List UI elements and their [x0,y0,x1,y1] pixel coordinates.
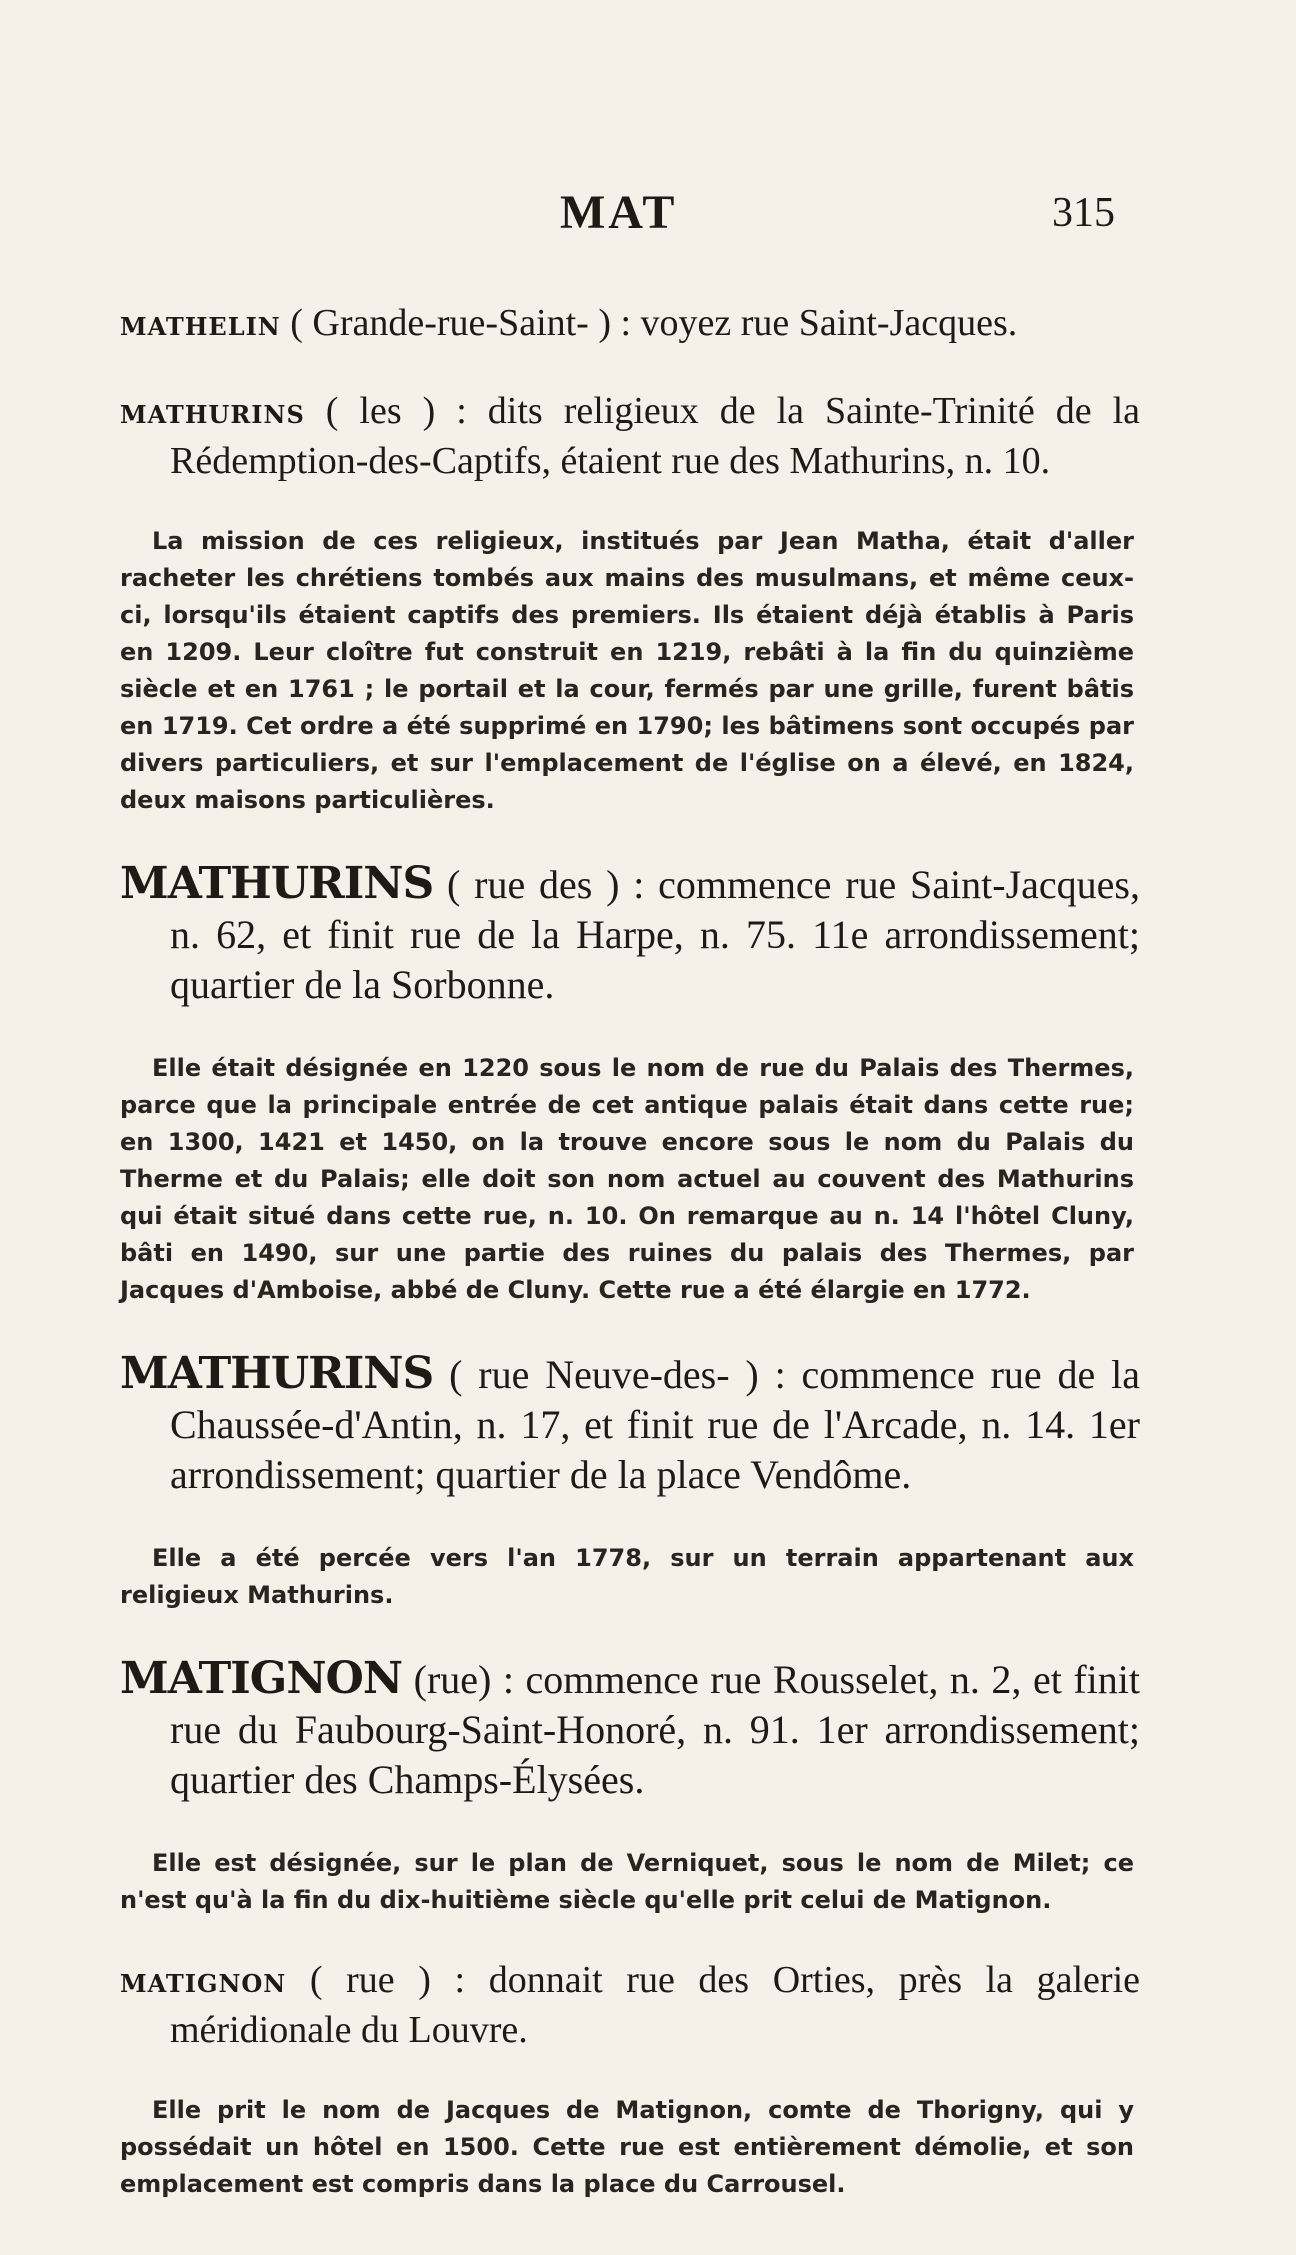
text-column [120,262,1140,2203]
entry-text: ( rue des ) : commence rue Saint-Jacques, n. 62, et finit rue de la Harpe, n. 75. 11e arrondissement; quartier de la Sorbonne. [170,862,1140,1007]
running-head: MAT [560,186,678,239]
entry-text: ( les ) : dits religieux de la Sainte-Trinité de la Rédemption-des-Captifs, étaient rue des Mathurins, n. 10. [170,390,1140,482]
entry-mathurins-les [120,388,1140,819]
entry-headword: MATHURINS [120,858,434,909]
entry-headword: MATHURINS [120,400,305,429]
entry-text: ( rue ) : donnait rue des Orties, près la galerie méridionale du Louvre. [170,1959,1140,2051]
entry-mathurins-neuve [120,1349,1140,1614]
entry-matignon-rue [120,1654,1140,1919]
entry-note: Elle a été percée vers l'an 1778, sur un terrain appartenant aux religieux Mathurins. [120,1544,1134,1609]
entry-note: La mission de ces religieux, institués par Jean Matha, était d'aller racheter les chrétiens tombés aux mains des musulmans, et même ceux-ci, lorsqu'ils étaient captifs des premiers. Ils étaient déjà établis à Paris en 1209. Leur cloître fut construit en 1219, rebâti à la fin du quinzième siècle et en 1761 ; le portail et la cour, fermés par une grille, furent bâtis en 1719. Cet ordre a été supprimé en 1790; les bâtimens sont occupés par divers particuliers, et sur l'emplacement de l'église on a élevé, en 1824, deux maisons particulières. [120,527,1134,814]
entry-note: Elle est désignée, sur le plan de Verniquet, sous le nom de Milet; ce n'est qu'à la fin du dix-huitième siècle qu'elle prit celui de Matignon. [120,1849,1134,1914]
entry-matignon-louvre [120,1957,1140,2203]
entry-text: ( Grande-rue-Saint- ) : voyez rue Saint-Jacques. [280,302,1018,344]
page-number: 315 [1052,190,1115,236]
entry-text: (rue) : commence rue Rousselet, n. 2, et finit rue du Faubourg-Saint-Honoré, n. 91. 1er arrondissement; quartier des Champs-Élysées. [170,1657,1140,1802]
entry-note: Elle prit le nom de Jacques de Matignon, comte de Thorigny, qui y possédait un hôtel en 1500. Cette rue est entièrement démolie, et son emplacement est compris dans la place du Carrousel. [120,2096,1134,2198]
entry-main [120,859,1140,1010]
entry-main [120,1654,1140,1805]
entry-main [120,1349,1140,1500]
entry-headword: MATHURINS [120,1348,434,1399]
entry-main [120,300,1140,350]
entry-headword: MATIGNON [120,1653,403,1704]
entry-main [120,1957,1140,2054]
entry-mathurins-rue [120,859,1140,1309]
entry-headword: MATIGNON [120,1969,287,1998]
entry-note: Elle était désignée en 1220 sous le nom de rue du Palais des Thermes, parce que la principale entrée de cet antique palais était dans cette rue; en 1300, 1421 et 1450, on la trouve encore sous le nom du Palais du Therme et du Palais; elle doit son nom actuel au couvent des Mathurins qui était situé dans cette rue, n. 10. On remarque au n. 14 l'hôtel Cluny, bâti en 1490, sur une partie des ruines du palais des Thermes, par Jacques d'Amboise, abbé de Cluny. Cette rue a été élargie en 1772. [120,1054,1134,1304]
page-header [0,185,1296,245]
entry-headword: MATHELIN [120,312,281,341]
entry-text: ( rue Neuve-des- ) : commence rue de la Chaussée-d'Antin, n. 17, et finit rue de l'Arcade, n. 14. 1er arrondissement; quartier de la place Vendôme. [170,1352,1140,1497]
entry-main [120,388,1140,485]
entry-mathelin [120,300,1140,350]
